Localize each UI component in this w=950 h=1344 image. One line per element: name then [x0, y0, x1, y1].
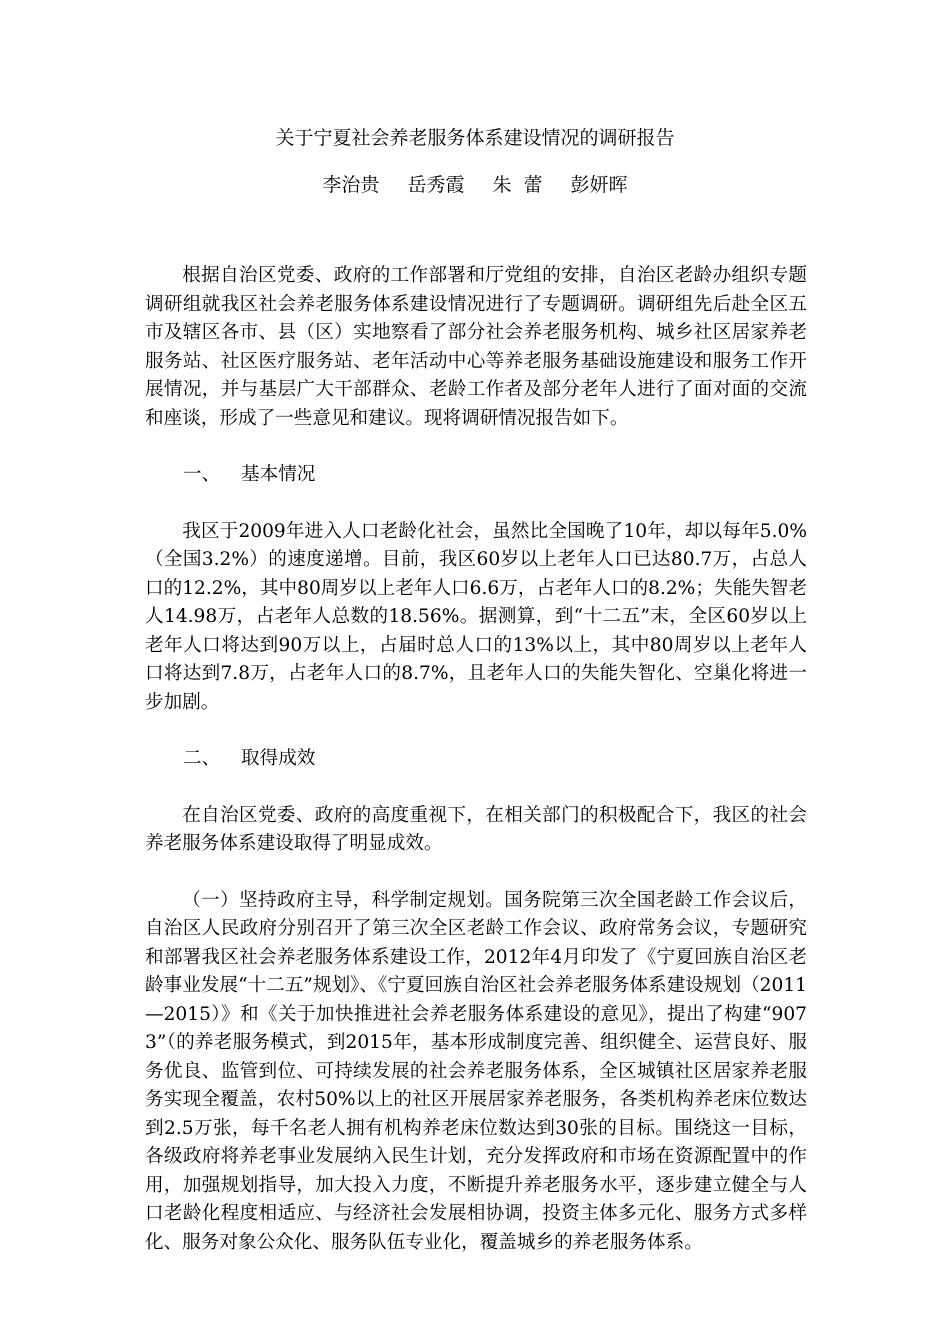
author-name: 朱 蕾: [492, 174, 543, 196]
author-list: [0, 171, 950, 199]
section-title: 基本情况: [241, 464, 316, 485]
author-name: 彭妍晖: [570, 174, 628, 196]
section-number: 二、: [183, 748, 221, 769]
author-name: 岳秀霞: [407, 174, 465, 196]
subsection-paragraph: （一）坚持政府主导，科学制定规划。国务院第三次全国老龄工作会议后，自治区人民政府分别召开了第三次全区老龄工作会议、政府常务会议，专题研究和部署我区社会养老服务体系建设工作，2012年4月印发了《宁夏回族自治区老龄事业发展“十二五”规划》、《宁夏回族自治区社会养老服务体系建设规划（2011—2015）》和《关于加快推进社会养老服务体系建设的意见》，提出了构建“9073”（的养老服务模式，到2015年，基本形成制度完善、组织健全、运营良好、服务优良、监管到位、可持续发展的社会养老服务体系，全区城镇社区居家养老服务实现全覆盖，农村50%以上的社区开展居家养老服务，各类机构养老床位数达到2.5万张，每千名老人拥有机构养老床位数达到30张的目标。围绕这一目标，各级政府将养老事业发展纳入民生计划，充分发挥政府和市场在资源配置中的作用，加强规划指导，加大投入力度，不断提升养老服务水平，逐步建立健全与人口老龄化程度相适应、与经济社会发展相协调，投资主体多元化、服务方式多样化、服务对象公众化、服务队伍专业化，覆盖城乡的养老服务体系。: [145, 889, 807, 1253]
document-body: [145, 262, 807, 1285]
intro-paragraph: 根据自治区党委、政府的工作部署和厅党组的安排，自治区老龄办组织专题调研组就我区社会养老服务体系建设情况进行了专题调研。调研组先后赴全区五市及辖区各市、县（区）实地察看了部分社会养老服务机构、城乡社区居家养老服务站、社区医疗服务站、老年活动中心等养老服务基础设施建设和服务工作开展情况，并与基层广大干部群众、老龄工作者及部分老年人进行了面对面的交流和座谈，形成了一些意见和建议。现将调研情况报告如下。: [145, 265, 807, 429]
section-paragraph: 在自治区党委、政府的高度重视下，在相关部门的积极配合下，我区的社会养老服务体系建设取得了明显成效。: [145, 804, 807, 854]
author-name: 李治贵: [322, 174, 380, 196]
section-paragraph: 我区于2009年进入人口老龄化社会，虽然比全国晚了10年，却以每年5.0%（全国3.2%）的速度递增。目前，我区60岁以上老年人口已达80.7万，占总人口的12.2%，其中80周岁以上老年人口6.6万，占老年人口的8.2%；失能失智老人14.98万，占老年人总数的18.56%。据测算，到“十二五”末，全区60岁以上老年人口将达到90万以上，占届时总人口的13%以上，其中80周岁以上老年人口将达到7.8万，占老年人口的8.7%，且老年人口的失能失智化、空巢化将进一步加剧。: [145, 520, 807, 713]
section-number: 一、: [183, 464, 221, 485]
section-title: 取得成效: [241, 748, 316, 769]
section-heading-basic-situation: [145, 461, 807, 490]
document-title: 关于宁夏社会养老服务体系建设情况的调研报告: [275, 127, 675, 149]
section-heading-achievements: [145, 745, 807, 774]
